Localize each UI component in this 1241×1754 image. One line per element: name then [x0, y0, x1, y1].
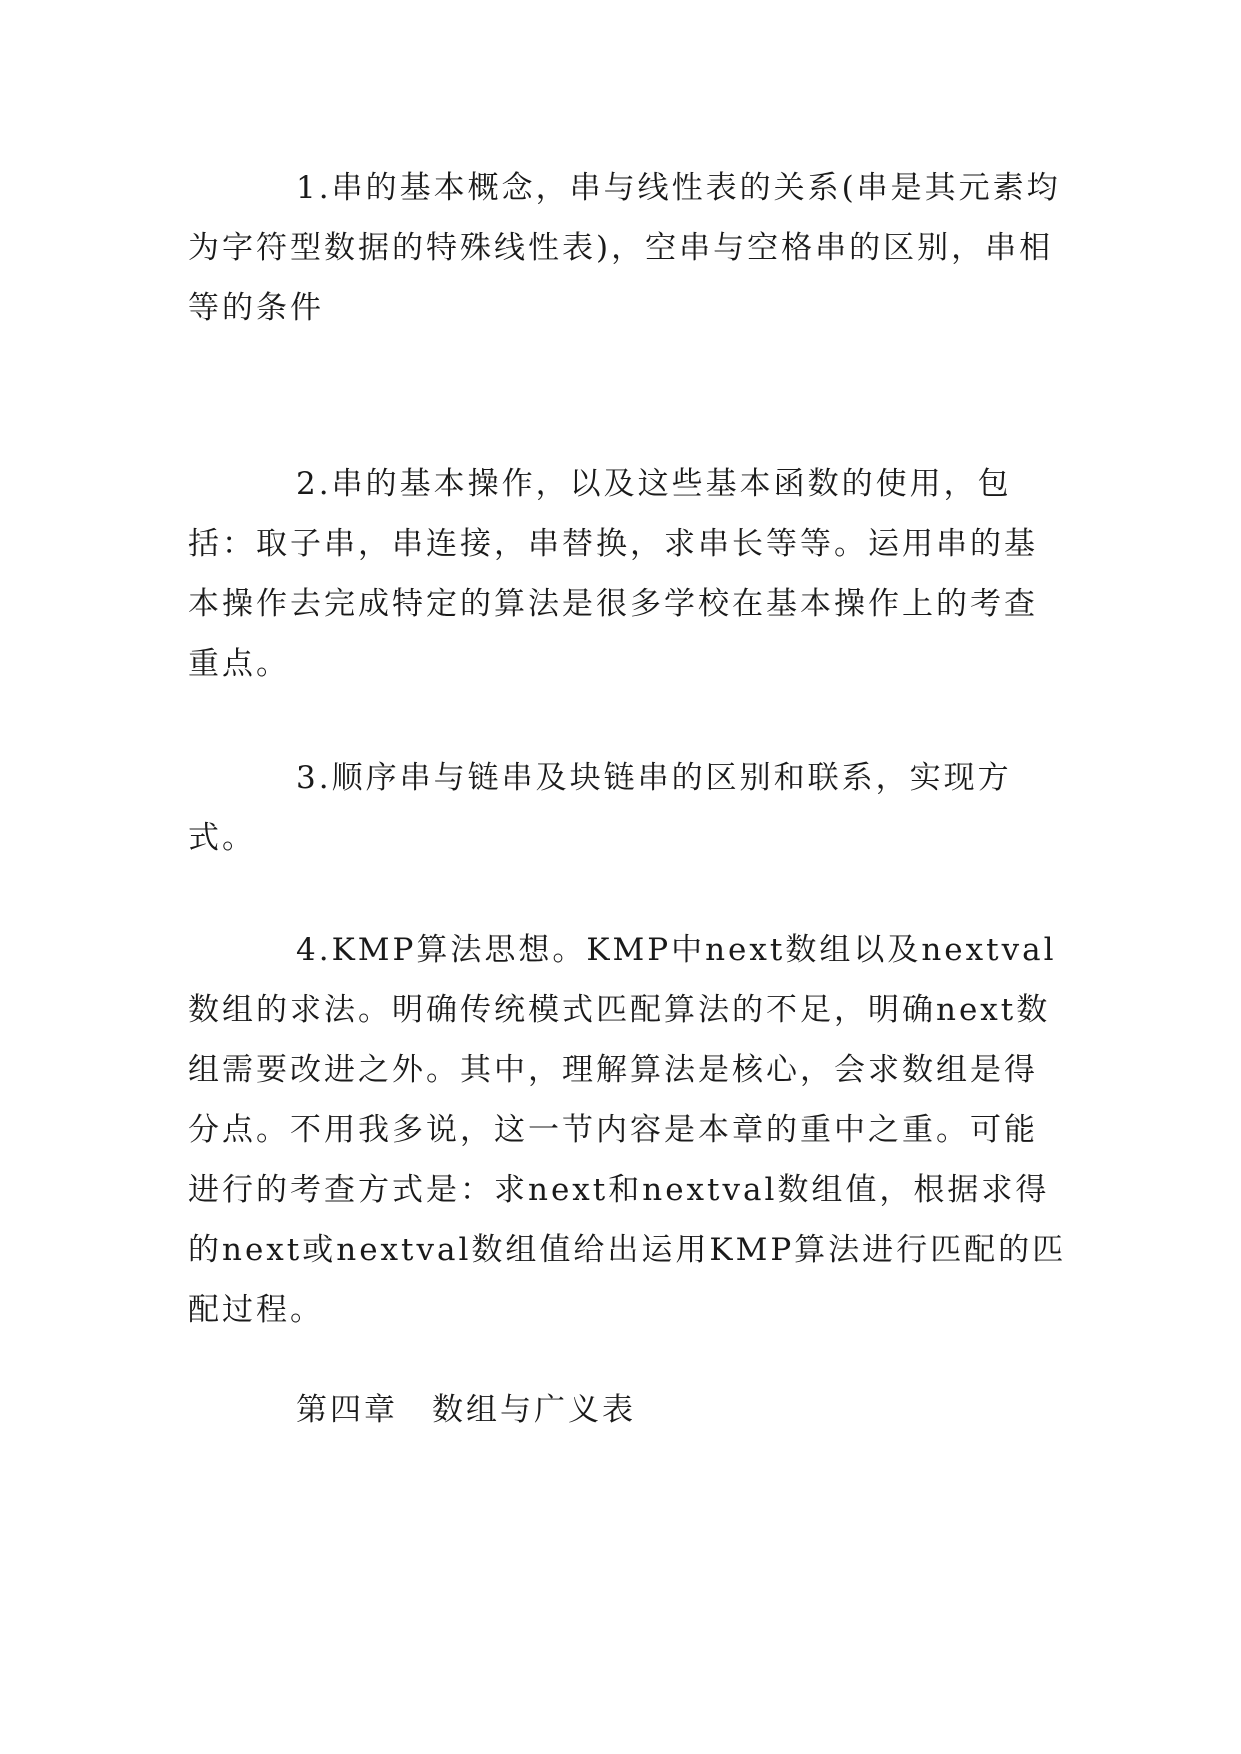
- paragraph-string-operations: 2.串的基本操作，以及这些基本函数的使用，包括：取子串，串连接，串替换，求串长等等。运用串的基本操作去完成特定的算法是很多学校在基本操作上的考查重点。: [188, 466, 1038, 682]
- paragraph-string-basics: 1.串的基本概念，串与线性表的关系(串是其元素均为字符型数据的特殊线性表)，空串与空格串的区别，串相等的条件: [188, 170, 1061, 326]
- paragraph-kmp-algorithm: 4.KMP算法思想。KMP中next数组以及nextval数组的求法。明确传统模式匹配算法的不足，明确next数组需要改进之外。其中，理解算法是核心，会求数组是得分点。不用我多说，这一节内容是本章的重中之重。可能进行的考查方式是：求next和nextval数组值，根据求得的next或nextval数组值给出运用KMP算法进行匹配的匹配过程。: [188, 932, 1067, 1328]
- paragraph-string-storage: 3.顺序串与链串及块链串的区别和联系，实现方式。: [188, 760, 1012, 856]
- chapter-heading: 第四章 数组与广义表: [296, 1392, 636, 1428]
